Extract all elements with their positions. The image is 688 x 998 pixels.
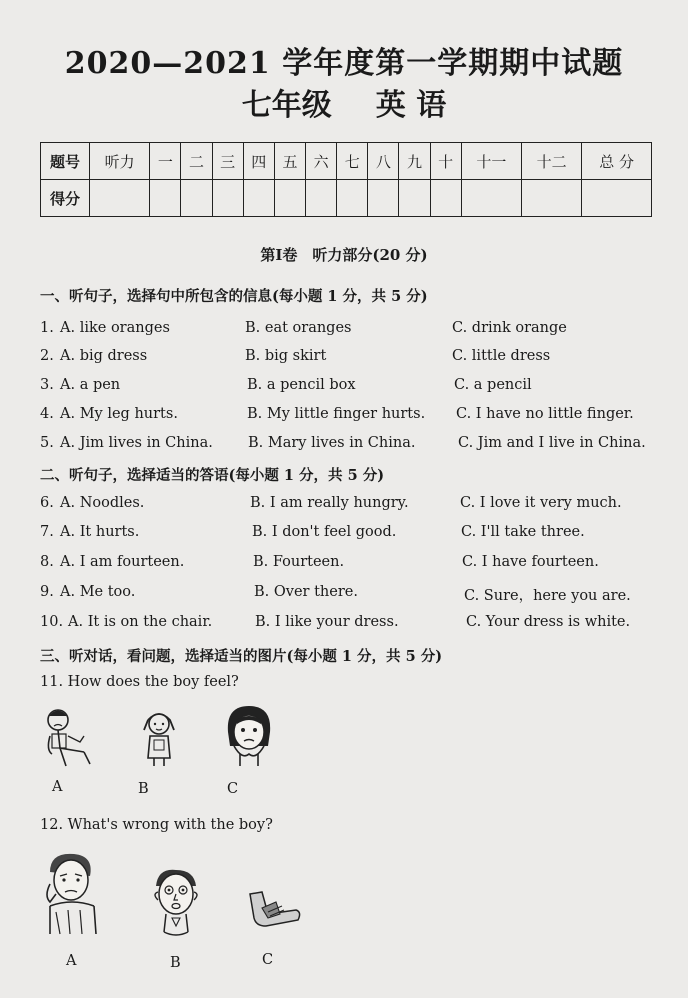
score-cell: 二 xyxy=(181,143,212,180)
score-cell: 十一 xyxy=(461,143,521,180)
score-blank xyxy=(430,180,461,217)
score-blank xyxy=(461,180,521,217)
question-11: 11. How does the boy feel? xyxy=(40,674,239,690)
option-c: C. Jim and I live in China. xyxy=(458,435,646,451)
question-number: 1. xyxy=(40,320,54,336)
question-row xyxy=(40,377,660,397)
grade-subject xyxy=(0,80,688,124)
option-c: C. Your dress is white. xyxy=(466,614,631,630)
picture-label: A xyxy=(66,953,77,969)
option-b: B. My little finger hurts. xyxy=(247,406,426,422)
question-row xyxy=(40,524,660,544)
question-number: 6. xyxy=(40,495,54,511)
option-c: C. I have fourteen. xyxy=(462,554,599,570)
question-row xyxy=(40,435,660,455)
score-blank xyxy=(368,180,399,217)
score-blank xyxy=(306,180,337,217)
picture-label: C xyxy=(262,952,274,968)
score-blank xyxy=(212,180,243,217)
question-row xyxy=(40,614,660,634)
score-blank xyxy=(274,180,305,217)
question-number: 3. xyxy=(40,377,54,393)
score-cell: 七 xyxy=(337,143,368,180)
option-a: A. Jim lives in China. xyxy=(60,435,213,451)
option-c: C. I have no little finger. xyxy=(456,406,634,422)
option-b: B. I don't feel good. xyxy=(252,524,397,540)
option-b: B. a pencil box xyxy=(247,377,356,393)
exam-title: 2020—2021 学年度第一学期期中试题 xyxy=(64,46,624,81)
section-heading: 三、听对话，看问题，选择适当的图片(每小题 1 分，共 5 分) xyxy=(40,648,443,665)
question-number: 2. xyxy=(40,348,54,364)
question-number: 9. xyxy=(40,584,54,600)
option-c: C. a pencil xyxy=(454,377,532,393)
option-b: B. eat oranges xyxy=(245,320,352,336)
score-cell: 八 xyxy=(368,143,399,180)
picture-label: A xyxy=(52,779,63,795)
score-cell: 五 xyxy=(274,143,305,180)
sad-sitting-boy-icon xyxy=(40,706,100,772)
part-title: 第Ⅰ卷 听力部分(20 分) xyxy=(260,246,428,264)
grade-label: 七年级 xyxy=(241,88,332,123)
score-table-score-row xyxy=(41,180,652,217)
question-row xyxy=(40,320,660,340)
subject-label: 英 语 xyxy=(375,88,447,123)
picture-label: B xyxy=(170,955,181,971)
score-cell: 三 xyxy=(212,143,243,180)
score-cell: 十 xyxy=(430,143,461,180)
option-c: C. I'll take three. xyxy=(461,524,585,540)
boy-toothache-icon xyxy=(148,866,204,940)
option-b: B. Over there. xyxy=(254,584,358,600)
score-cell: 题号 xyxy=(41,143,90,180)
score-blank xyxy=(150,180,181,217)
option-c: C. drink orange xyxy=(452,320,567,336)
score-row-label: 得分 xyxy=(41,180,90,217)
option-a: A. big dress xyxy=(60,348,148,364)
question-row xyxy=(40,348,660,368)
boy-headache-icon xyxy=(40,850,106,936)
score-blank xyxy=(90,180,150,217)
score-cell: 四 xyxy=(243,143,274,180)
score-cell: 九 xyxy=(399,143,430,180)
score-cell: 一 xyxy=(150,143,181,180)
option-a: A. I am fourteen. xyxy=(60,554,185,570)
score-blank xyxy=(181,180,212,217)
question-row xyxy=(40,495,660,515)
option-a: A. It is on the chair. xyxy=(68,614,213,630)
question-number: 7. xyxy=(40,524,54,540)
option-a: A. My leg hurts. xyxy=(60,406,178,422)
option-a: A. Noodles. xyxy=(60,495,145,511)
question-number: 4. xyxy=(40,406,54,422)
option-c: C. little dress xyxy=(452,348,551,364)
question-12: 12. What's wrong with the boy? xyxy=(40,817,273,833)
question-row xyxy=(40,406,660,426)
option-b: B. big skirt xyxy=(245,348,327,364)
score-blank xyxy=(243,180,274,217)
option-b: B. Mary lives in China. xyxy=(248,435,416,451)
option-a: A. It hurts. xyxy=(60,524,140,540)
score-blank xyxy=(337,180,368,217)
score-cell: 十二 xyxy=(522,143,582,180)
worried-girl-face-icon xyxy=(222,702,276,768)
picture-label: C xyxy=(227,781,239,797)
score-blank xyxy=(522,180,582,217)
picture-label: B xyxy=(138,781,149,797)
injured-foot-icon xyxy=(244,888,304,932)
option-a: A. a pen xyxy=(60,377,121,393)
question-row xyxy=(40,554,660,574)
option-b: B. I like your dress. xyxy=(255,614,399,630)
question-number: 8. xyxy=(40,554,54,570)
option-c: C. Sure，here you are. xyxy=(464,588,631,604)
option-a: A. like oranges xyxy=(60,320,170,336)
question-number: 5. xyxy=(40,435,54,451)
score-cell: 总 分 xyxy=(582,143,652,180)
section-heading: 一、听句子，选择句中所包含的信息(每小题 1 分，共 5 分) xyxy=(40,288,428,305)
question-row xyxy=(40,584,660,604)
question-number: 10. xyxy=(40,614,64,630)
score-blank xyxy=(582,180,652,217)
option-a: A. Me too. xyxy=(60,584,136,600)
score-table xyxy=(40,142,652,217)
score-cell: 听力 xyxy=(90,143,150,180)
girl-standing-icon xyxy=(134,708,184,768)
section-heading: 二、听句子，选择适当的答语(每小题 1 分，共 5 分) xyxy=(40,467,385,484)
score-table-header-row xyxy=(41,143,652,180)
option-c: C. I love it very much. xyxy=(460,495,622,511)
option-b: B. Fourteen. xyxy=(253,554,345,570)
option-b: B. I am really hungry. xyxy=(250,495,409,511)
score-blank xyxy=(399,180,430,217)
score-cell: 六 xyxy=(306,143,337,180)
